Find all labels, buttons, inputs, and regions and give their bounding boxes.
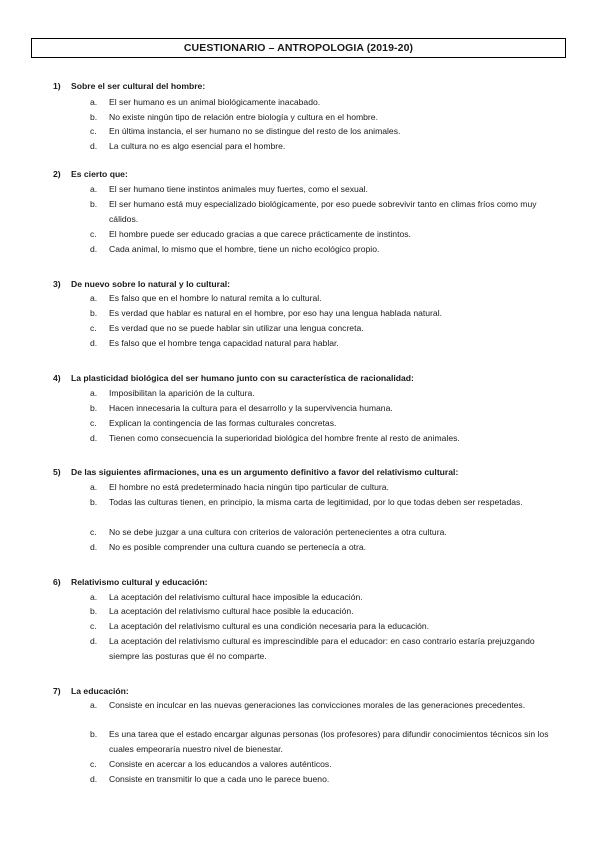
option-text: No se debe juzgar a una cultura con criterios de valoración pertenecientes a otra cultura. [109,527,447,537]
option-letter: c. [90,323,97,333]
option-text: El hombre puede ser educado gracias a que carece prácticamente de instintos. [109,229,411,239]
question-text: Es cierto que: [71,169,128,179]
option-letter: c. [90,759,97,769]
option-letter: b. [90,497,98,507]
question-heading [53,465,458,479]
question-text: De las siguientes afirmaciones, una es un argumento definitivo a favor del relativismo cultural: [71,467,459,477]
option-letter: b. [90,308,98,318]
option-letter: d. [90,244,98,254]
option-letter: a. [90,482,98,492]
option-text: Es verdad que hablar es natural en el hombre, por eso hay una lengua hablada natural. [109,308,442,318]
option-text: La cultura no es algo esencial para el hombre. [109,141,286,151]
option-letter: c. [90,126,97,136]
option-text: No existe ningún tipo de relación entre biología y cultura en el hombre. [109,112,378,122]
option-letter: c. [90,527,97,537]
option-text: El hombre no está predeterminado hacia ningún tipo particular de cultura. [109,482,389,492]
option-letter: c. [90,229,97,239]
option-text: Consiste en transmitir lo que a cada uno le parece bueno. [109,774,330,784]
option-letter: a. [90,700,98,710]
option-text: No es posible comprender una cultura cuando se pertenecía a otra. [109,542,367,552]
question-text: Relativismo cultural y educación: [71,577,208,587]
option-text: Es falso que el hombre tenga capacidad natural para hablar. [109,338,339,348]
option-text: Imposibilitan la aparición de la cultura. [109,388,255,398]
option-letter: b. [90,729,98,739]
option-letter: d. [90,636,98,646]
option-text: Es verdad que no se puede hablar sin utilizar una lengua concreta. [109,323,364,333]
option-letter: a. [90,592,98,602]
option-text: La aceptación del relativismo cultural hace posible la educación. [109,606,354,616]
option-text: En última instancia, el ser humano no se distingue del resto de los animales. [109,126,401,136]
option-letter: d. [90,433,98,443]
option-text: Es una tarea que el estado encargar algunas personas (los profesores) para difundir conocimientos técnicos sin los cuales empeoraría nuestro nivel de bienestar. [109,729,549,754]
question-text: Sobre el ser cultural del hombre: [71,81,206,91]
option-letter: b. [90,199,98,209]
option-letter: c. [90,418,97,428]
option-text: La aceptación del relativismo cultural es una condición necesaria para la educación. [109,621,430,631]
option-text: Consiste en inculcar en las nuevas generaciones las convicciones morales de las generaciones precedentes. [109,700,526,710]
question-number: 4) [53,373,61,383]
option-letter: c. [90,621,97,631]
option-text: El ser humano está muy especializado biológicamente, por eso puede sobrevivir tanto en climas fríos como muy cálidos. [109,199,537,224]
question-number: 1) [53,81,61,91]
option-letter: d. [90,774,98,784]
option-letter: d. [90,542,98,552]
option-letter: a. [90,97,98,107]
question-heading [53,371,414,385]
option-text: Tienen como consecuencia la superioridad biológica del hombre frente al resto de animales. [109,433,460,443]
option-text: Cada animal, lo mismo que el hombre, tiene un nicho ecológico propio. [109,244,380,254]
question-text: La plasticidad biológica del ser humano junto con su característica de racionalidad: [71,373,414,383]
option-text: Todas las culturas tienen, en principio, la misma carta de legitimidad, por lo que todas deben ser respetadas. [109,497,523,507]
question-number: 3) [53,279,61,289]
option-text: La aceptación del relativismo cultural es imprescindible para el educador: en caso contrario estaría prejuzgando siempre las posturas que él no comparte. [109,636,535,661]
question-heading [53,575,208,589]
option-text: Consiste en acercar a los educandos a valores auténticos. [109,759,332,769]
option-text: Hacen innecesaria la cultura para el desarrollo y la supervivencia humana. [109,403,393,413]
question-heading [53,167,128,181]
question-number: 7) [53,686,61,696]
option-letter: b. [90,112,98,122]
question-text: La educación: [71,686,129,696]
question-number: 5) [53,467,61,477]
question-number: 2) [53,169,61,179]
option-letter: b. [90,403,98,413]
question-number: 6) [53,577,61,587]
option-letter: b. [90,606,98,616]
option-text: Explican la contingencia de las formas culturales concretas. [109,418,337,428]
question-text: De nuevo sobre lo natural y lo cultural: [71,279,231,289]
document-title: CUESTIONARIO – ANTROPOLOGIA (2019-20) [31,38,566,58]
question-heading [53,79,205,93]
question-heading [53,684,129,698]
option-letter: d. [90,338,98,348]
option-text: El ser humano tiene instintos animales muy fuertes, como el sexual. [109,184,368,194]
option-text: Es falso que en el hombre lo natural remita a lo cultural. [109,293,322,303]
option-text: El ser humano es un animal biológicamente inacabado. [109,97,321,107]
option-letter: a. [90,184,98,194]
question-heading [53,277,230,291]
option-letter: a. [90,293,98,303]
option-text: La aceptación del relativismo cultural hace imposible la educación. [109,592,363,602]
option-letter: a. [90,388,98,398]
option-letter: d. [90,141,98,151]
